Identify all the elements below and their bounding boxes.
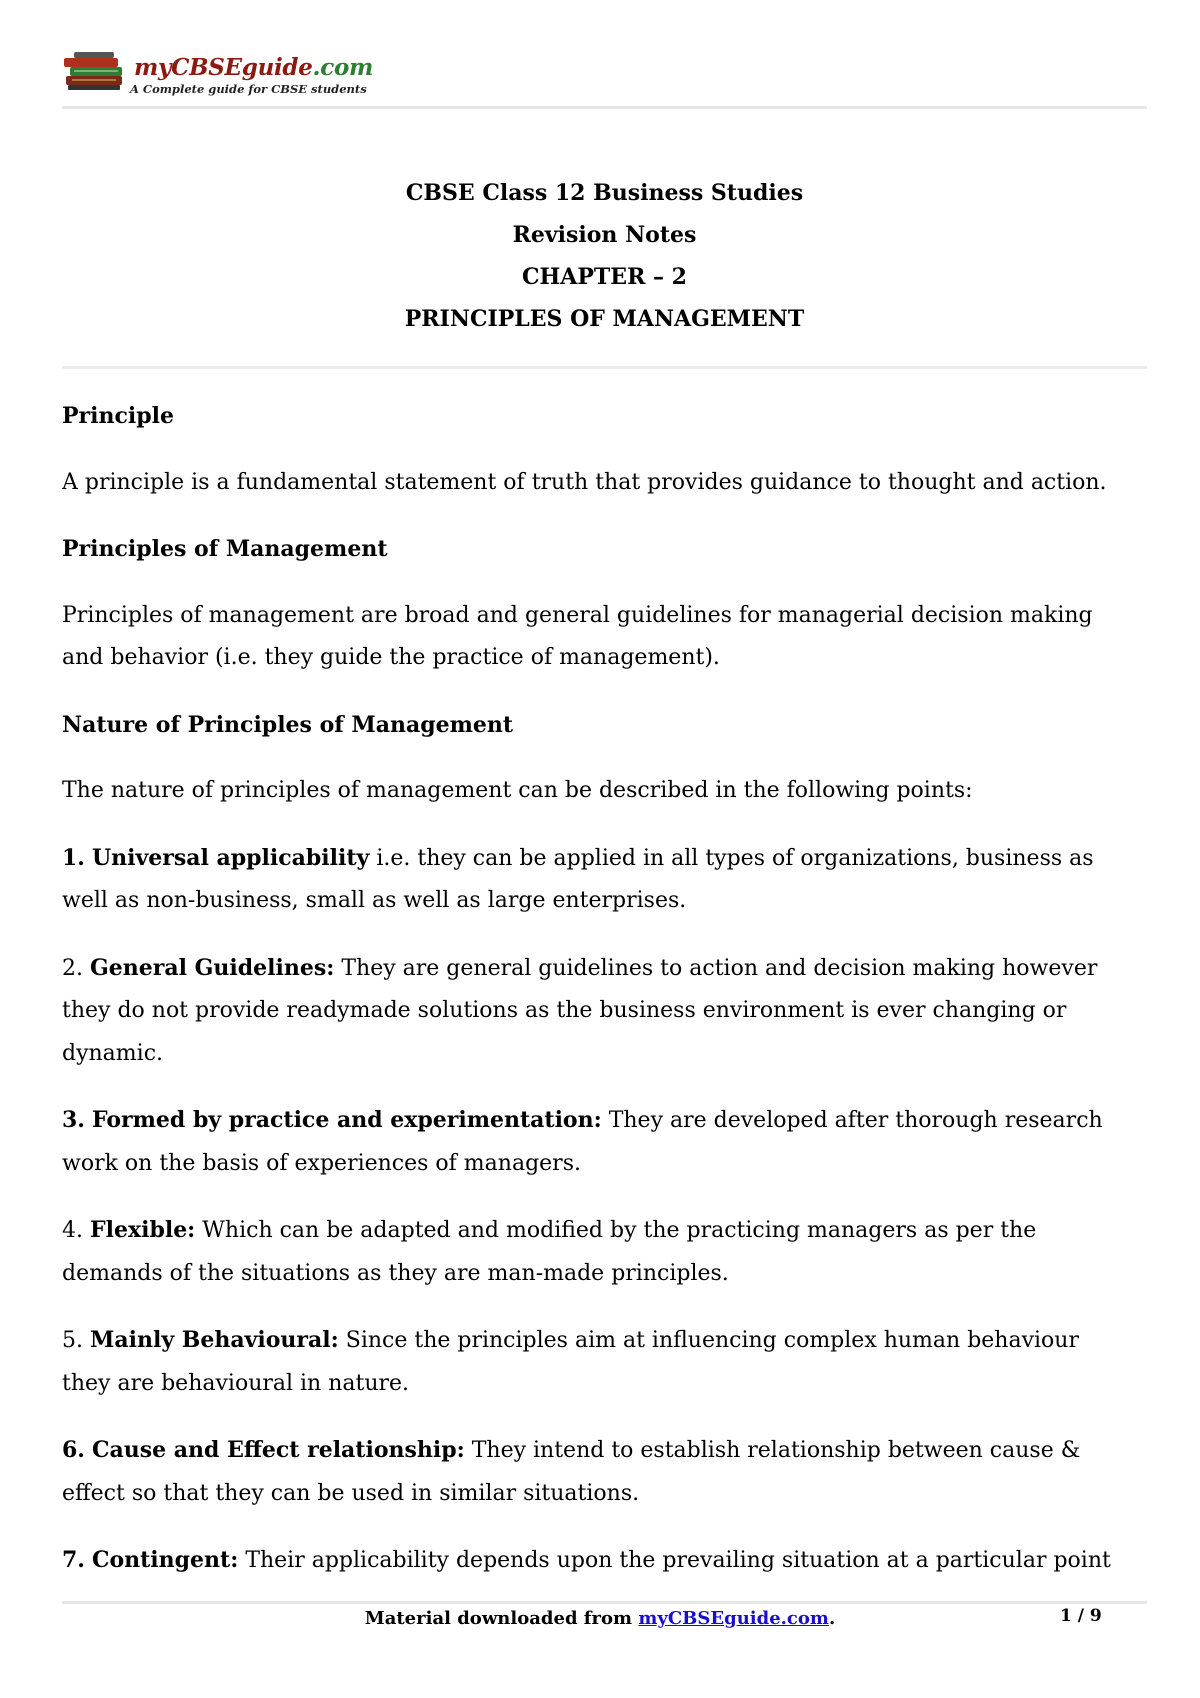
footer-text: Material downloaded from [364, 1608, 639, 1629]
point-term: Universal applicability [91, 844, 370, 871]
logo-tagline: A Complete guide for CBSE students [130, 82, 367, 96]
point-term: Cause and Effect relationship: [91, 1437, 465, 1463]
point-term: General Guidelines: [90, 954, 335, 981]
nature-point: 2. General Guidelines: They are general guidelines to action and decision making however they do not provide readymade solutions as the business environment is ever changing or dynamic. [62, 954, 1098, 1066]
logo-wordmark: myCBSEguide.com [134, 54, 374, 81]
site-logo[interactable] [62, 48, 392, 98]
principle-heading: Principle [62, 403, 174, 429]
page-footer: Material downloaded from myCBSEguide.com. [364, 1608, 836, 1629]
document-title [62, 172, 1147, 340]
nature-point: 6. Cause and Effect relationship: They intend to establish relationship between cause & effect so that they can be used in similar situations. [62, 1437, 1081, 1506]
title-line-notes: Revision Notes [512, 222, 697, 248]
nature-intro: The nature of principles of management can be described in the following points: [62, 778, 973, 803]
pom-heading: Principles of Management [62, 536, 388, 562]
point-term: Formed by practice and experimentation: [91, 1107, 602, 1133]
document-body [62, 395, 1147, 1607]
nature-point: 1. Universal applicability i.e. they can be applied in all types of organizations, business as well as non-business, small as well as large enterprises. [62, 844, 1094, 913]
principle-definition: A principle is a fundamental statement of truth that provides guidance to thought and action. [62, 469, 1107, 495]
point-term: Flexible: [90, 1217, 196, 1243]
title-line-class: CBSE Class 12 Business Studies [405, 180, 804, 206]
title-line-topic: PRINCIPLES OF MANAGEMENT [404, 306, 805, 332]
nature-heading: Nature of Principles of Management [62, 711, 514, 738]
pom-definition: Principles of management are broad and general guidelines for managerial decision making and behavior (i.e. they guide the practice of management). [62, 602, 1093, 670]
point-term: Mainly Behavioural: [90, 1327, 339, 1353]
page-header [62, 40, 1147, 109]
footer-divider [62, 1601, 1147, 1604]
nature-point: 4. Flexible: Which can be adapted and modified by the practicing managers as per the demands of the situations as they are man-made principles. [62, 1217, 1037, 1286]
books-logo-icon [62, 48, 128, 94]
page-number: 1 / 9 [1060, 1606, 1102, 1626]
title-line-chapter: CHAPTER – 2 [522, 264, 687, 290]
footer-link[interactable]: myCBSEguide.com [638, 1608, 829, 1629]
point-term: Contingent: [91, 1547, 239, 1573]
nature-point: 5. Mainly Behavioural: Since the principles aim at influencing complex human behaviour they are behavioural in nature. [62, 1327, 1079, 1396]
nature-points-list [62, 837, 1147, 1583]
nature-point: 3. Formed by practice and experimentation: They are developed after thorough research work on the basis of experiences of managers. [62, 1107, 1103, 1176]
title-divider [62, 366, 1147, 369]
nature-point: 7. Contingent: Their applicability depends upon the prevailing situation at a particular point [62, 1547, 1111, 1573]
